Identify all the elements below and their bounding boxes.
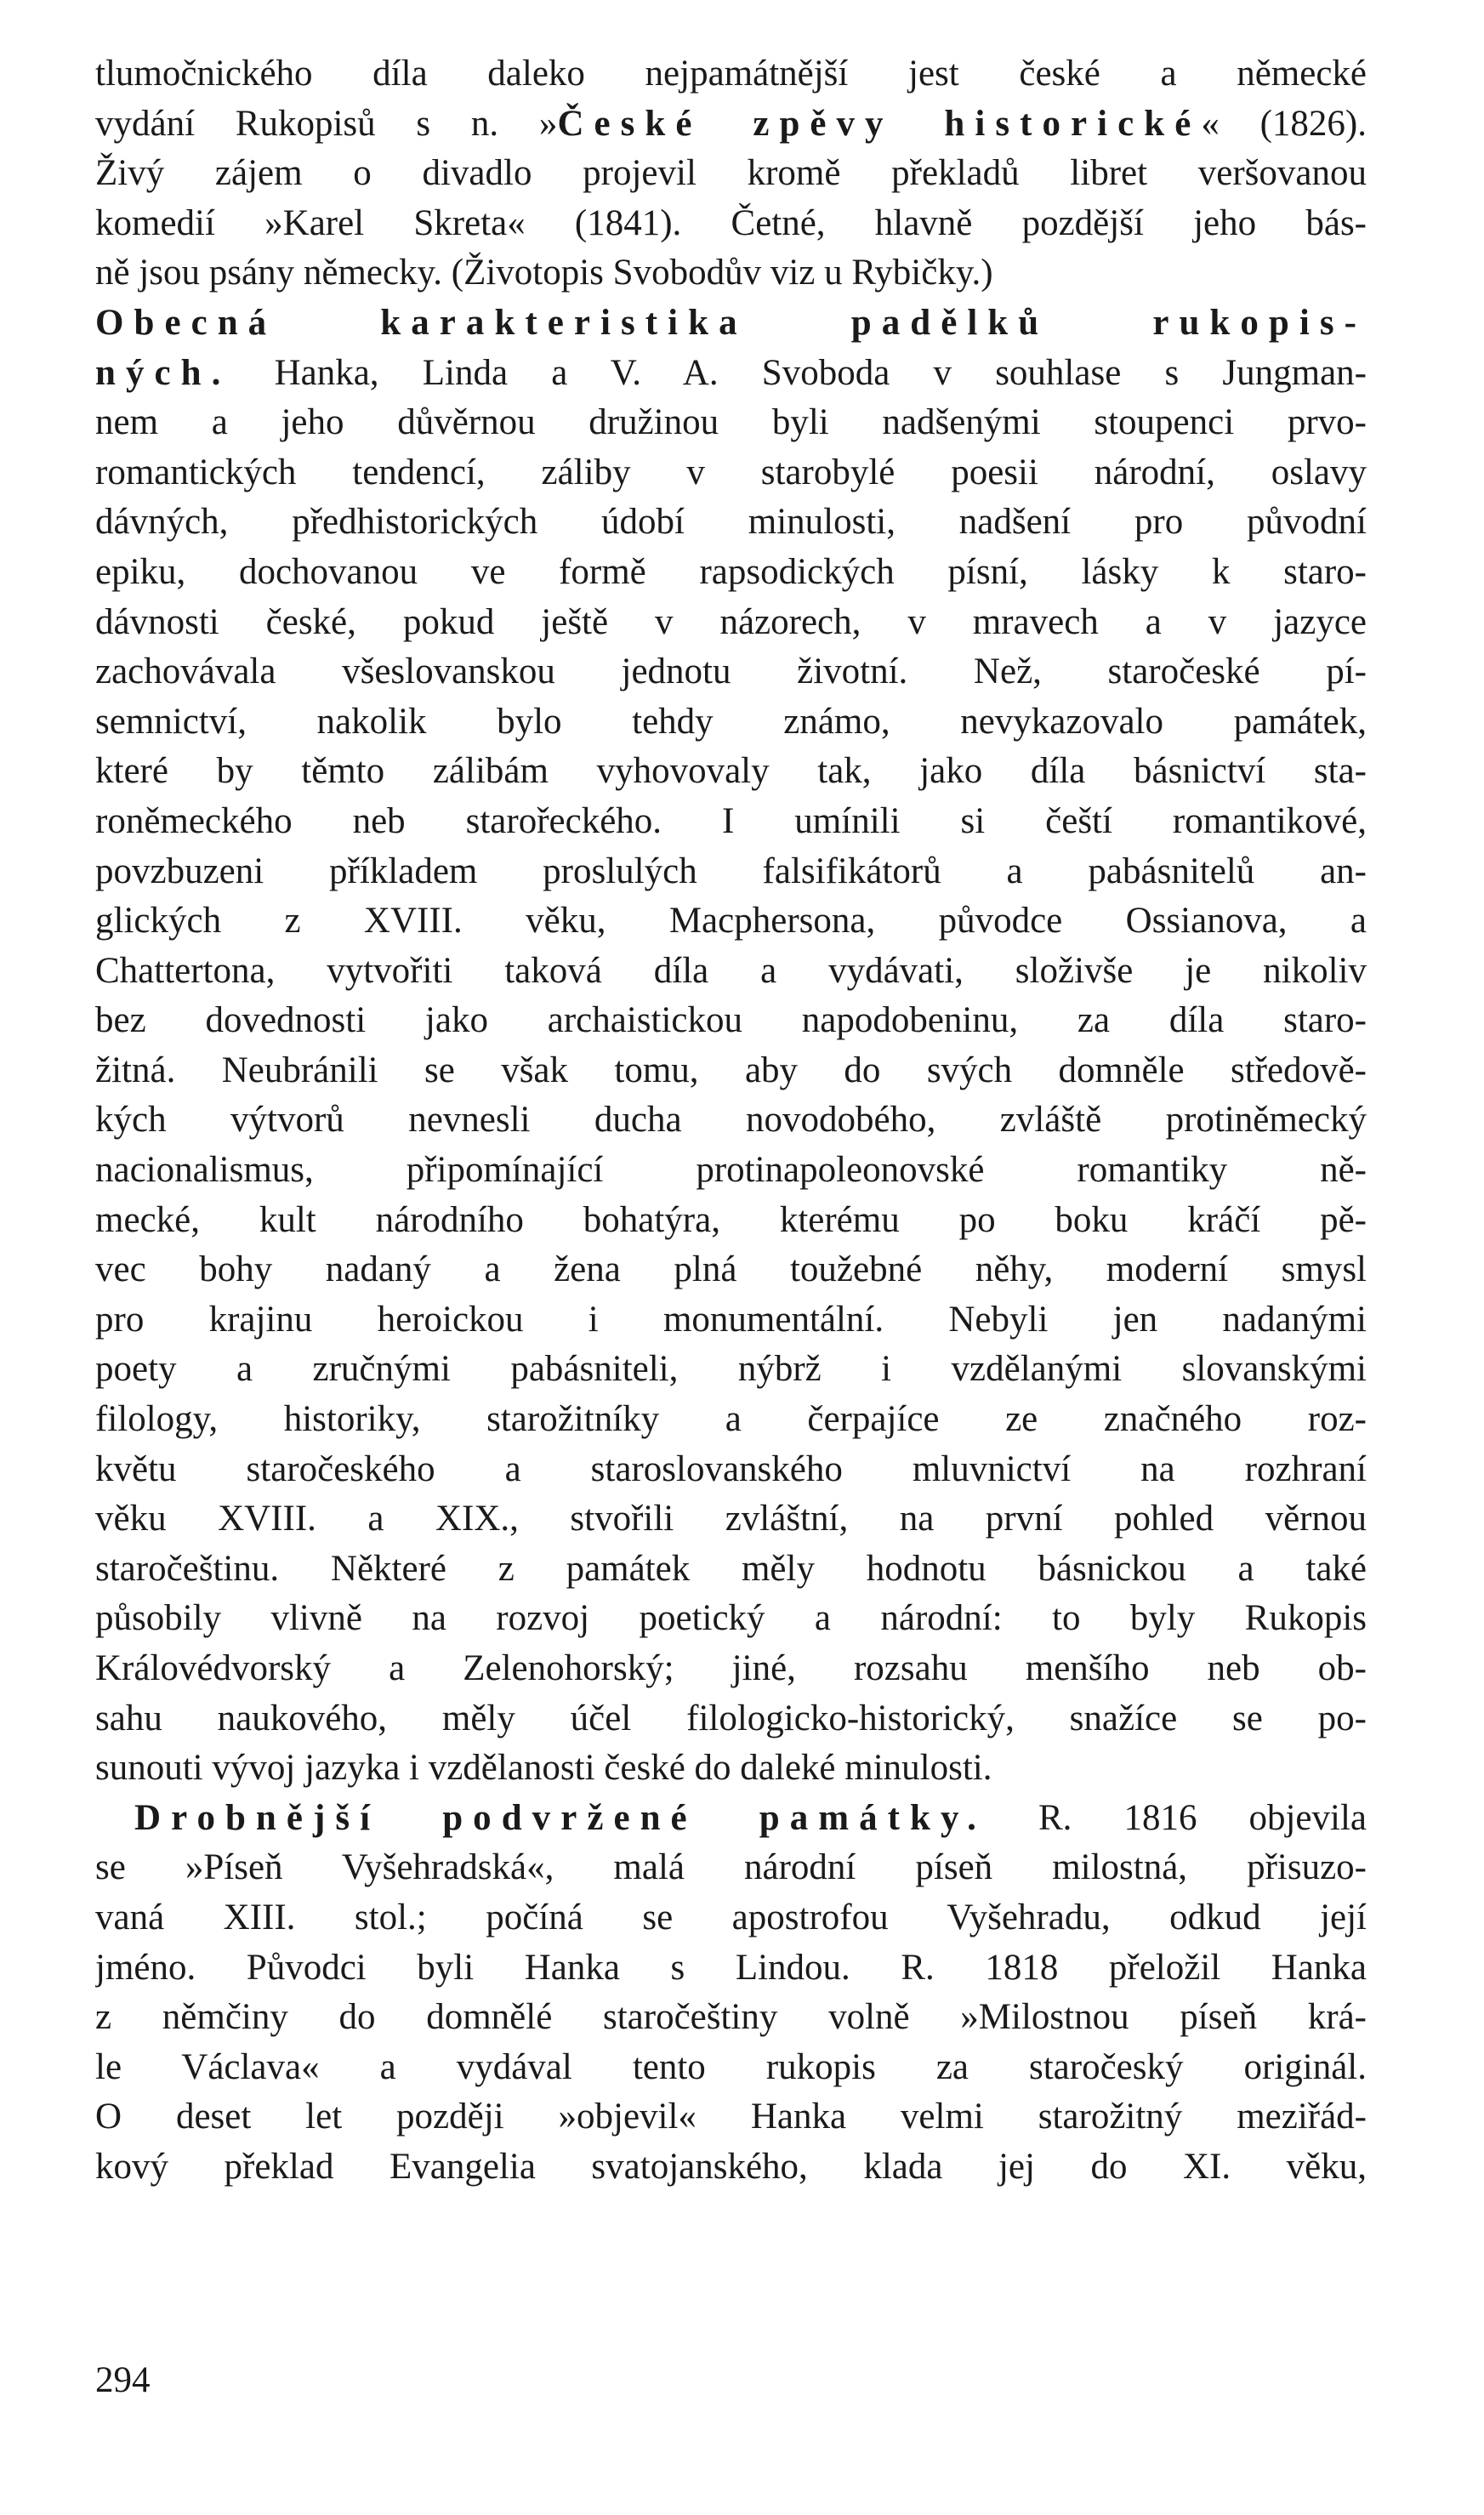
line-text: mecké, kult národního bohatýra, kterému po boku kráčí pě- (95, 1199, 1367, 1240)
line-text: kový překlad Evangelia svatojanského, klada jej do XI. věku, (95, 2146, 1367, 2187)
line-text: vec bohy nadaný a žena plná toužebné něhy, moderní smysl (95, 1249, 1367, 1290)
line-text-pre: vydání Rukopisů s n. » (95, 103, 558, 144)
spaced-emphasis: Drobnější podvržené památky. (134, 1797, 986, 1838)
line-text: sahu naukového, měly účel filologicko-historický, snažíce se po- (95, 1698, 1367, 1738)
line-text: dávnosti české, pokud ještě v názorech, v mravech a v jazyce (95, 601, 1367, 642)
text-line (95, 2092, 1367, 2142)
line-text: pro krajinu heroickou i monumentální. Nebyli jen nadanými (95, 1299, 1367, 1340)
text-line (95, 947, 1367, 997)
line-text: glických z XVIII. věku, Macphersona, původce Ossianova, a (95, 901, 1367, 942)
text-line (95, 1644, 1367, 1694)
text-line (95, 598, 1367, 648)
line-text: filology, historiky, starožitníky a čerpajíce ze značného roz- (95, 1399, 1367, 1440)
line-text: z němčiny do domnělé staročeštiny volně »Milostnou píseň krá- (95, 1997, 1367, 2038)
text-line (95, 199, 1367, 249)
line-text: staročeštinu. Některé z památek měly hodnotu básnickou a také (95, 1548, 1367, 1589)
text-line (95, 1494, 1367, 1545)
line-text: které by těmto zálibám vyhovovaly tak, jako díla básnictví sta- (95, 751, 1367, 792)
text-line (95, 398, 1367, 448)
line-text: dávných, předhistorických údobí minulosti, nadšení pro původní (95, 502, 1367, 543)
line-text: nacionalismus, připomínající protinapoleonovské romantiky ně- (95, 1150, 1367, 1191)
page-number: 294 (95, 2360, 151, 2400)
text-line (95, 49, 1367, 100)
text-line (95, 448, 1367, 498)
text-line (95, 349, 1367, 399)
line-text: povzbuzeni příkladem proslulých falsifikátorů a pabásnitelů an- (95, 851, 1367, 891)
text-line (95, 1694, 1367, 1744)
line-text: Královédvorský a Zelenohorský; jiné, rozsahu menšího neb ob- (95, 1648, 1367, 1688)
text-line (95, 647, 1367, 697)
line-text: poety a zručnými pabásniteli, nýbrž i vzdělanými slovanskými (95, 1349, 1367, 1390)
text-line (95, 847, 1367, 897)
text-line (95, 1744, 1367, 1794)
page-text (95, 49, 1367, 2193)
line-text: působily vlivně na rozvoj poetický a národní: to byly Rukopis (95, 1598, 1367, 1639)
line-text: komedií »Karel Skreta« (1841). Četné, hlavně pozdější jeho bás- (95, 202, 1367, 243)
spaced-emphasis: ných. (95, 352, 231, 393)
text-line (95, 1345, 1367, 1395)
text-line (95, 797, 1367, 847)
line-text: jméno. Původci byli Hanka s Lindou. R. 1818 přeložil Hanka (95, 1947, 1367, 1988)
line-text-post: R. 1816 objevila (986, 1797, 1367, 1838)
line-text: roněmeckého neb starořeckého. I umínili si čeští romantikové, (95, 800, 1367, 841)
line-text: le Václava« a vydával tento rukopis za staročeský originál. (95, 2046, 1367, 2087)
line-text: Živý zájem o divadlo projevil kromě překladů libret veršovanou (95, 153, 1367, 194)
text-line (95, 1395, 1367, 1445)
line-text: epiku, dochovanou ve formě rapsodických písní, lásky k staro- (95, 551, 1367, 592)
line-text: romantických tendencí, záliby v starobylé poesii národní, oslavy (95, 452, 1367, 492)
text-line (95, 1843, 1367, 1893)
line-text: ně jsou psány německy. (Životopis Svobodův viz u Rybičky.) (95, 253, 993, 293)
line-text: semnictví, nakolik bylo tehdy známo, nevykazovalo památek, (95, 701, 1367, 742)
spaced-emphasis: Obecná karakteristika padělků rukopis- (95, 302, 1367, 343)
line-text: zachovávala všeslovanskou jednotu životní. Než, staročeské pí- (95, 652, 1367, 692)
text-line (95, 1445, 1367, 1495)
text-line (95, 149, 1367, 199)
text-line (95, 1196, 1367, 1246)
text-line (95, 896, 1367, 947)
line-text: O deset let později »objevil« Hanka velmi starožitný meziřád- (95, 2097, 1367, 2137)
line-text: věku XVIII. a XIX., stvořili zvláštní, na první pohled věrnou (95, 1499, 1367, 1539)
text-line (95, 1545, 1367, 1595)
text-line (95, 1794, 1367, 1844)
line-text: květu staročeského a staroslovanského mluvnictví na rozhraní (95, 1448, 1367, 1489)
text-line (95, 1245, 1367, 1295)
text-line (95, 1046, 1367, 1096)
line-text-post: « (1826). (1201, 103, 1367, 144)
line-text: bez dovednosti jako archaistickou napodobeninu, za díla staro- (95, 1000, 1367, 1041)
line-text: kých výtvorů nevnesli ducha novodobého, zvláště protiněmecký (95, 1100, 1367, 1141)
line-text: nem a jeho důvěrnou družinou byli nadšenými stoupenci prvo- (95, 402, 1367, 443)
text-line (95, 299, 1367, 349)
text-line (95, 1594, 1367, 1644)
text-line (95, 2142, 1367, 2193)
line-text: vaná XIII. stol.; počíná se apostrofou Vyšehradu, odkud její (95, 1897, 1367, 1937)
spaced-emphasis: České zpěvy historické (557, 103, 1202, 144)
text-line (95, 1943, 1367, 1994)
text-line (95, 498, 1367, 548)
text-line (95, 2043, 1367, 2093)
text-line (95, 248, 1367, 299)
text-line (95, 1095, 1367, 1146)
text-line (95, 1146, 1367, 1196)
text-line (95, 1993, 1367, 2043)
text-line (95, 548, 1367, 598)
line-text-post: Hanka, Linda a V. A. Svoboda v souhlase s Jungman- (230, 352, 1367, 393)
line-text: žitná. Neubránili se však tomu, aby do svých domněle středově- (95, 1050, 1367, 1090)
line-text: Chattertona, vytvořiti taková díla a vydávati, složivše je nikoliv (95, 950, 1367, 991)
text-line (95, 100, 1367, 150)
text-line (95, 1893, 1367, 1943)
text-line (95, 697, 1367, 748)
line-text: tlumočnického díla daleko nejpamátnější jest české a německé (95, 54, 1367, 94)
line-text: se »Píseň Vyšehradská«, malá národní píseň milostná, přisuzo- (95, 1847, 1367, 1888)
text-line (95, 1295, 1367, 1346)
text-line (95, 747, 1367, 797)
text-line (95, 996, 1367, 1046)
line-text: sunouti vývoj jazyka i vzdělanosti české do daleké minulosti. (95, 1748, 992, 1789)
